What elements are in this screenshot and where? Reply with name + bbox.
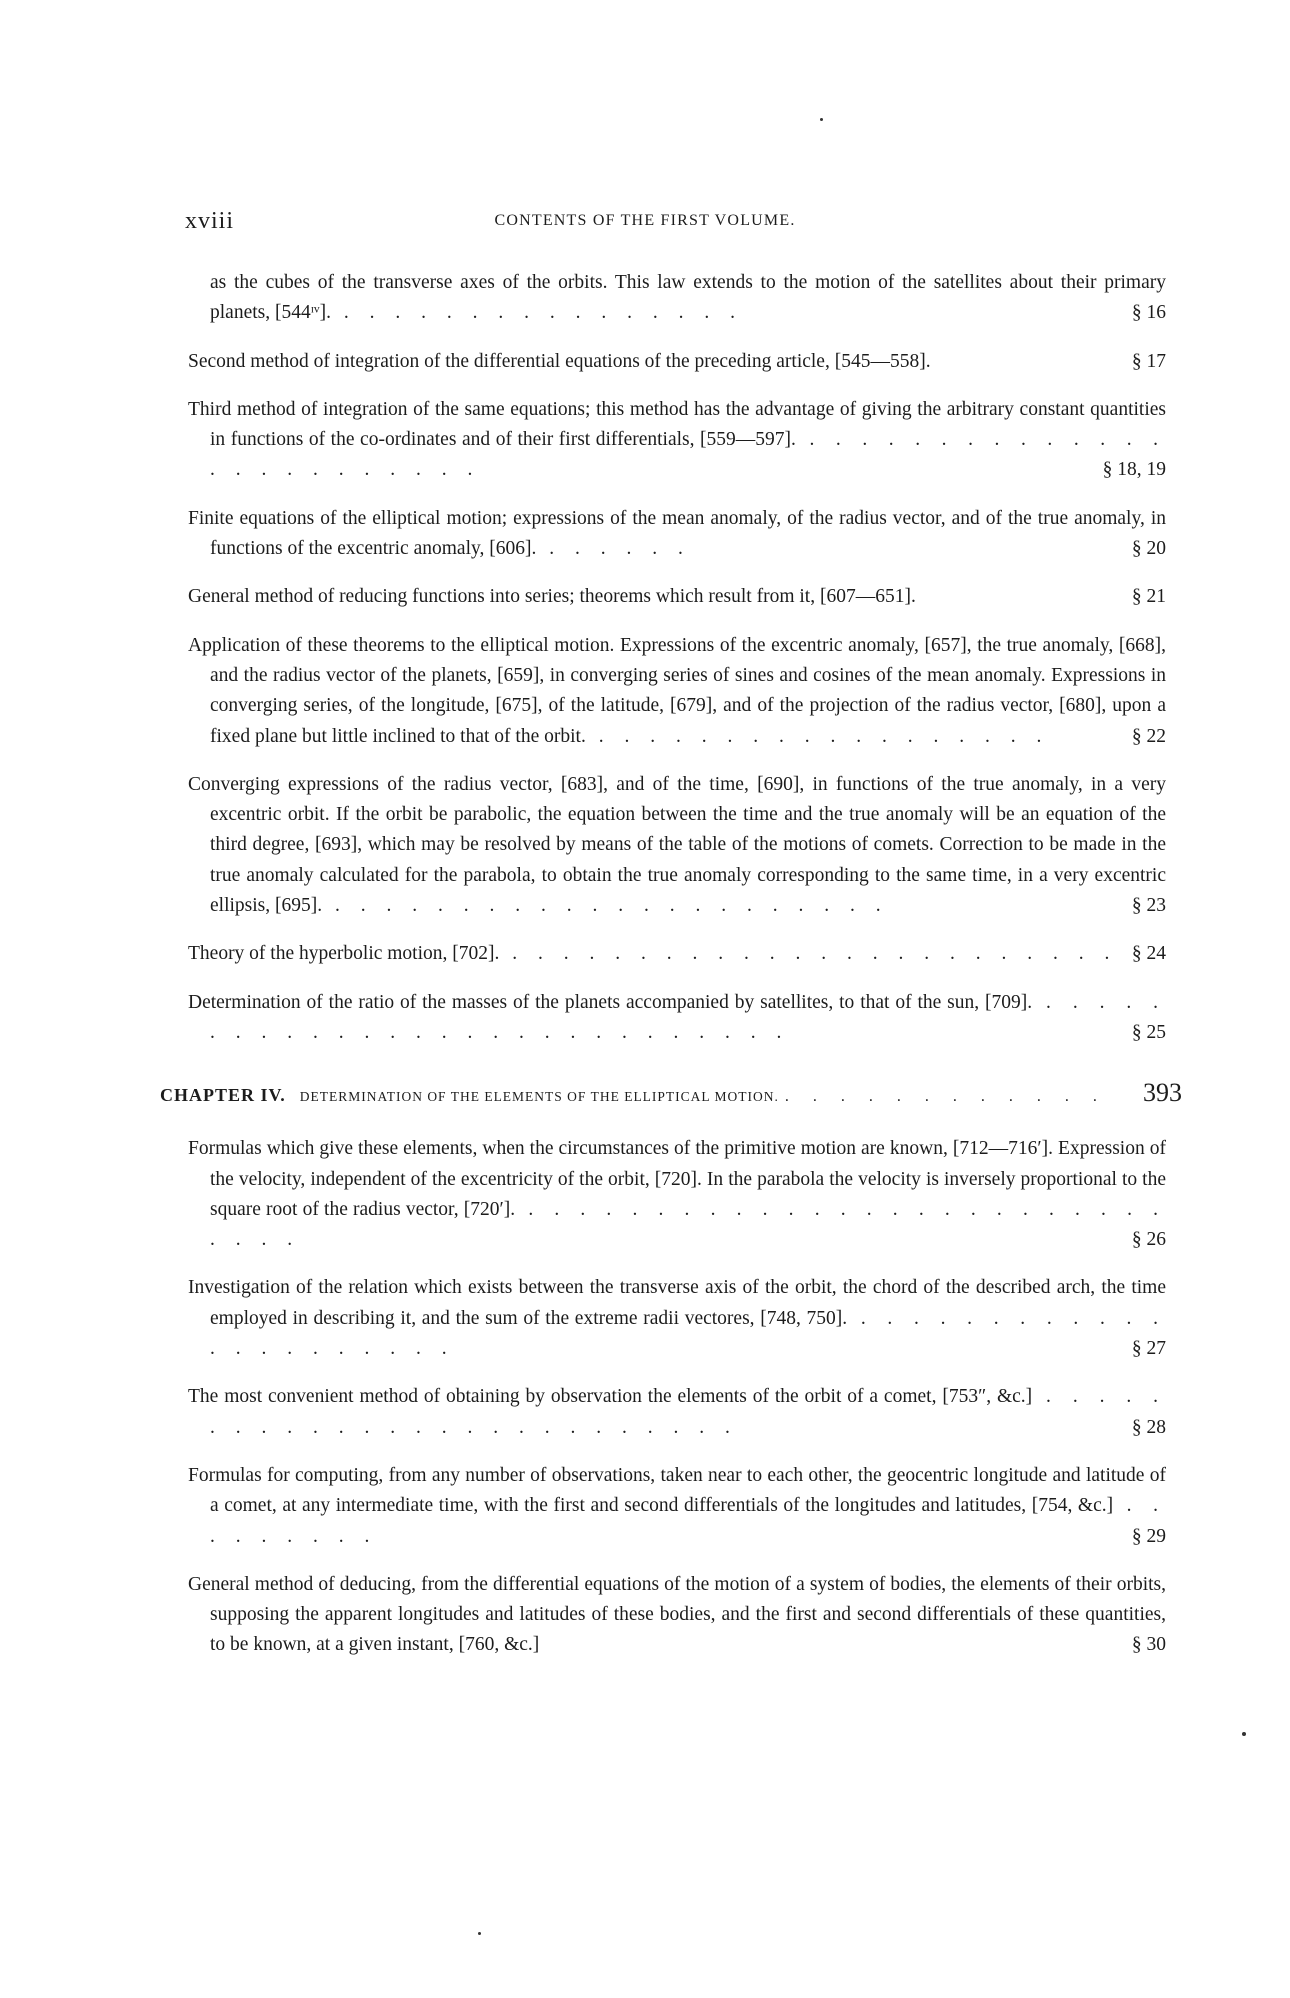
contents-list — [160, 268, 1182, 1679]
section-ref: § 24 — [1131, 943, 1166, 965]
leader-dots: . . . . . . . . . . . . . . . . . . . . . . . . . . — [210, 1386, 1166, 1438]
toc-entry — [188, 1461, 1166, 1552]
toc-entry — [188, 1134, 1166, 1255]
entry-text: as the cubes of the transverse axes of the orbits. This law extends to the motion of the satellites about their primary planets, [544ᶦᵛ]. — [210, 272, 1166, 324]
entry-text: Theory of the hyperbolic motion, [702]. — [188, 943, 500, 965]
section-ref: § 21 — [1131, 586, 1166, 608]
toc-entry — [188, 939, 1166, 969]
leader-dots: . . . . . . . . . . . . . . . . . . . . . . . . . . . . — [210, 991, 1167, 1043]
section-ref: § 26 — [1131, 1229, 1166, 1251]
leader-dots: . . . . . . . . . . . . . . . . . . . . . . — [322, 895, 889, 917]
toc-entry — [188, 504, 1166, 565]
section-ref: § 27 — [1131, 1338, 1166, 1360]
toc-entry — [188, 395, 1166, 486]
section-ref: § 29 — [1131, 1525, 1166, 1547]
entry-text: Formulas which give these elements, when the circumstances of the primitive motion are known, [712—716′]. Expression of the velocity, independent of the excentricity of the orbit, [720]. In the parabola the velocity is inversely proportional to the square root of the radius vector, [720′]. — [188, 1138, 1166, 1220]
toc-entry — [188, 631, 1166, 752]
leader-dots: . . . . . . . . . . . . . . . . . . . . . . . . — [499, 943, 1118, 965]
entry-text: General method of deducing, from the differential equations of the motion of a system of bodies, the elements of their orbits, supposing the apparent longitudes and latitudes of these bodies, and the first and second differentials of these quantities, to be known, at a given instant, [760, &c.] — [188, 1573, 1166, 1656]
entry-text: Investigation of the relation which exists between the transverse axis of the orbit, the chord of the described arch, the time employed in describing it, and the sum of the extreme radii vectores, [748, 750]. — [188, 1277, 1166, 1329]
section-ref: § 28 — [1131, 1416, 1166, 1438]
entry-text: Converging expressions of the radius vector, [683], and of the time, [690], in functions of the true anomaly, in a very excentric orbit. If the orbit be parabolic, the equation between the time and the true anomaly will be an equation of the third degree, [693], which may be resolved by means of the table of the motions of comets. Correction to be made in the true anomaly calculated for the parabola, to obtain the true anomaly corresponding to the same time, in a very excentric ellipsis, [695]. — [188, 773, 1166, 917]
leader-dots: . . . . . . — [536, 538, 691, 560]
toc-entry — [188, 347, 1166, 377]
leader-dots: . . . . . . . . . . . . . . . . . . . . . . . . . — [210, 429, 1167, 481]
entries-top — [188, 268, 1166, 1048]
leader-dots: . . . . . . . . . . . . — [784, 1088, 1107, 1106]
entry-text: Formulas for computing, from any number of observations, taken near to each other, the geocentric longitude and latitude of a comet, at any intermediate time, with the first and second differentials of the longitudes and latitudes, [754, &c.] — [188, 1464, 1166, 1517]
section-ref: § 23 — [1131, 895, 1166, 917]
section-ref: § 20 — [1131, 538, 1166, 560]
section-ref: § 22 — [1131, 725, 1166, 747]
leader-dots: . . . . . . . . . . . . . . . . . . — [585, 725, 1050, 747]
section-ref: § 30 — [1131, 1634, 1166, 1656]
print-speck — [1242, 1732, 1246, 1736]
print-speck — [820, 118, 823, 121]
leader-dots: . . . . . . . . . . . . . . . . — [331, 302, 744, 324]
leader-dots: . . . . . . . . . . . . . . . . . . . . . . . . . . . . . — [210, 1198, 1167, 1251]
chapter-heading — [160, 1078, 1182, 1108]
chapter-page: 393 — [1143, 1078, 1182, 1108]
section-ref: § 17 — [1131, 350, 1166, 372]
chapter-title: DETERMINATION OF THE ELEMENTS OF THE ELLIPTICAL MOTION. — [299, 1089, 779, 1105]
page-number: xviii — [185, 208, 235, 234]
running-head: CONTENTS OF THE FIRST VOLUME. — [494, 212, 796, 229]
entry-text: Finite equations of the elliptical motion; expressions of the mean anomaly, of the radius vector, and of the true anomaly, in functions of the excentric anomaly, [606]. — [188, 507, 1166, 560]
entries-bottom — [188, 1134, 1166, 1660]
entry-text: Second method of integration of the differential equations of the preceding article, [545—558]. — [188, 350, 931, 372]
toc-entry — [188, 268, 1166, 329]
leader-dots: . . . . . . . . . — [210, 1495, 1167, 1547]
entry-text: Third method of integration of the same equations; this method has the advantage of giving the arbitrary constant quantities in functions of the co-ordinates and of their first differentials, [559—597]. — [188, 398, 1166, 451]
entry-text: Determination of the ratio of the masses of the planets accompanied by satellites, to that of the sun, [709]. — [188, 991, 1033, 1013]
toc-entry — [188, 582, 1166, 612]
entry-text: The most convenient method of obtaining by observation the elements of the orbit of a comet, [753″, &c.] — [188, 1386, 1033, 1408]
section-ref: § 25 — [1131, 1021, 1166, 1043]
section-ref: § 18, 19 — [1102, 459, 1166, 481]
entry-text: General method of reducing functions into series; theorems which result from it, [607—651]. — [188, 586, 916, 608]
entry-text: Application of these theorems to the elliptical motion. Expressions of the excentric anomaly, [657], the true anomaly, [668], and the radius vector of the planets, [659], in converging series of sines and cosines of the mean anomaly. Expressions in converging series, of the longitude, [675], of the latitude, [679], and of the projection of the radius vector, [680], upon a fixed plane but little inclined to that of the orbit. — [188, 634, 1166, 747]
leader-dots: . . . . . . . . . . . . . . . . . . . . . . — [210, 1307, 1166, 1360]
toc-entry — [188, 988, 1166, 1049]
chapter-label: CHAPTER IV. — [160, 1085, 286, 1106]
toc-entry — [188, 1570, 1166, 1661]
section-ref: § 16 — [1131, 302, 1166, 324]
toc-entry — [188, 1273, 1166, 1364]
toc-entry — [188, 1382, 1166, 1443]
toc-entry — [188, 770, 1166, 921]
print-speck — [478, 1932, 481, 1935]
